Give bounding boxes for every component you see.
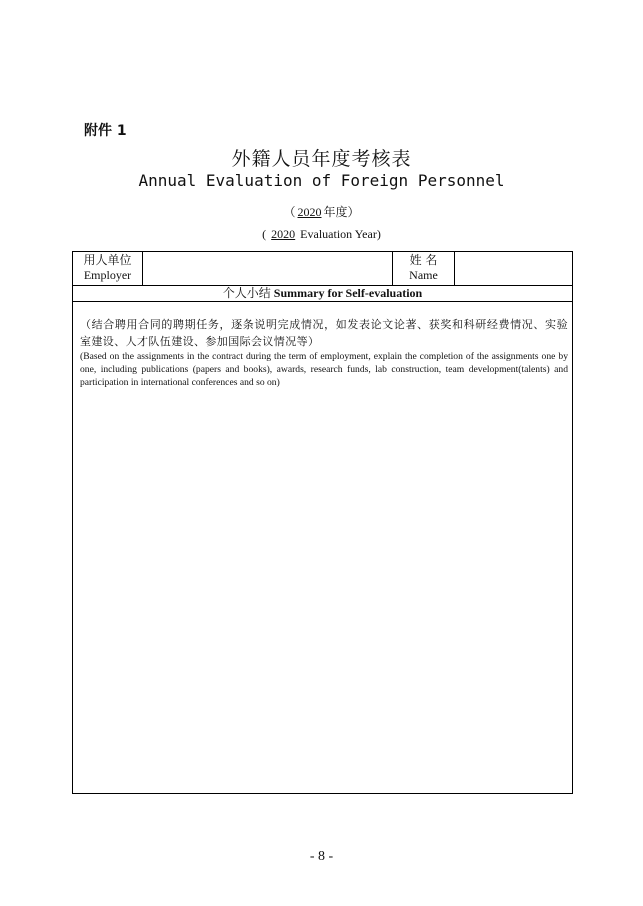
year-open-paren: （ <box>283 205 296 219</box>
year-open-paren: ( <box>262 227 267 241</box>
summary-header-en: Summary for Self-evaluation <box>273 286 423 300</box>
employer-label-cell <box>73 252 143 285</box>
title-english: Annual Evaluation of Foreign Personnel <box>138 171 505 190</box>
summary-header-row <box>73 285 572 302</box>
name-label-cn: 姓 名 <box>409 253 438 267</box>
title-chinese: 外籍人员年度考核表 <box>231 148 412 170</box>
name-label-en: Name <box>409 268 438 282</box>
year-line-english <box>0 227 643 242</box>
attachment-label: 附件 1 <box>84 123 127 139</box>
name-label-cell <box>393 252 455 285</box>
employer-value-field[interactable] <box>143 252 393 285</box>
instruction-text-cn: （结合聘用合同的聘期任务，逐条说明完成情况，如发表论文论著、获奖和科研经费情况、实验室建设、人才队伍建设、参加国际会议情况等） <box>80 318 568 348</box>
instruction-text-en: (Based on the assignments in the contract during the term of employment, explain the completion of the assignments one by one, including publications (papers and books), awards, research funds, lab construction, team development(talents) and participation in international conferences and so on) <box>80 351 568 388</box>
year-suffix: Evaluation Year) <box>300 227 381 241</box>
page-number: - 8 - <box>309 849 334 864</box>
year-value: 2020 <box>271 227 296 241</box>
year-suffix: 年度） <box>323 205 360 219</box>
year-line-chinese <box>0 203 643 220</box>
employer-label-cn: 用人单位 <box>83 253 132 267</box>
evaluation-table <box>72 251 573 794</box>
employer-label-en: Employer <box>83 268 132 282</box>
header-row <box>73 252 572 286</box>
year-value: 2020 <box>297 205 322 219</box>
summary-body[interactable] <box>80 316 568 389</box>
name-value-field[interactable] <box>455 252 572 285</box>
summary-header-cn: 个人小结 <box>222 286 271 300</box>
